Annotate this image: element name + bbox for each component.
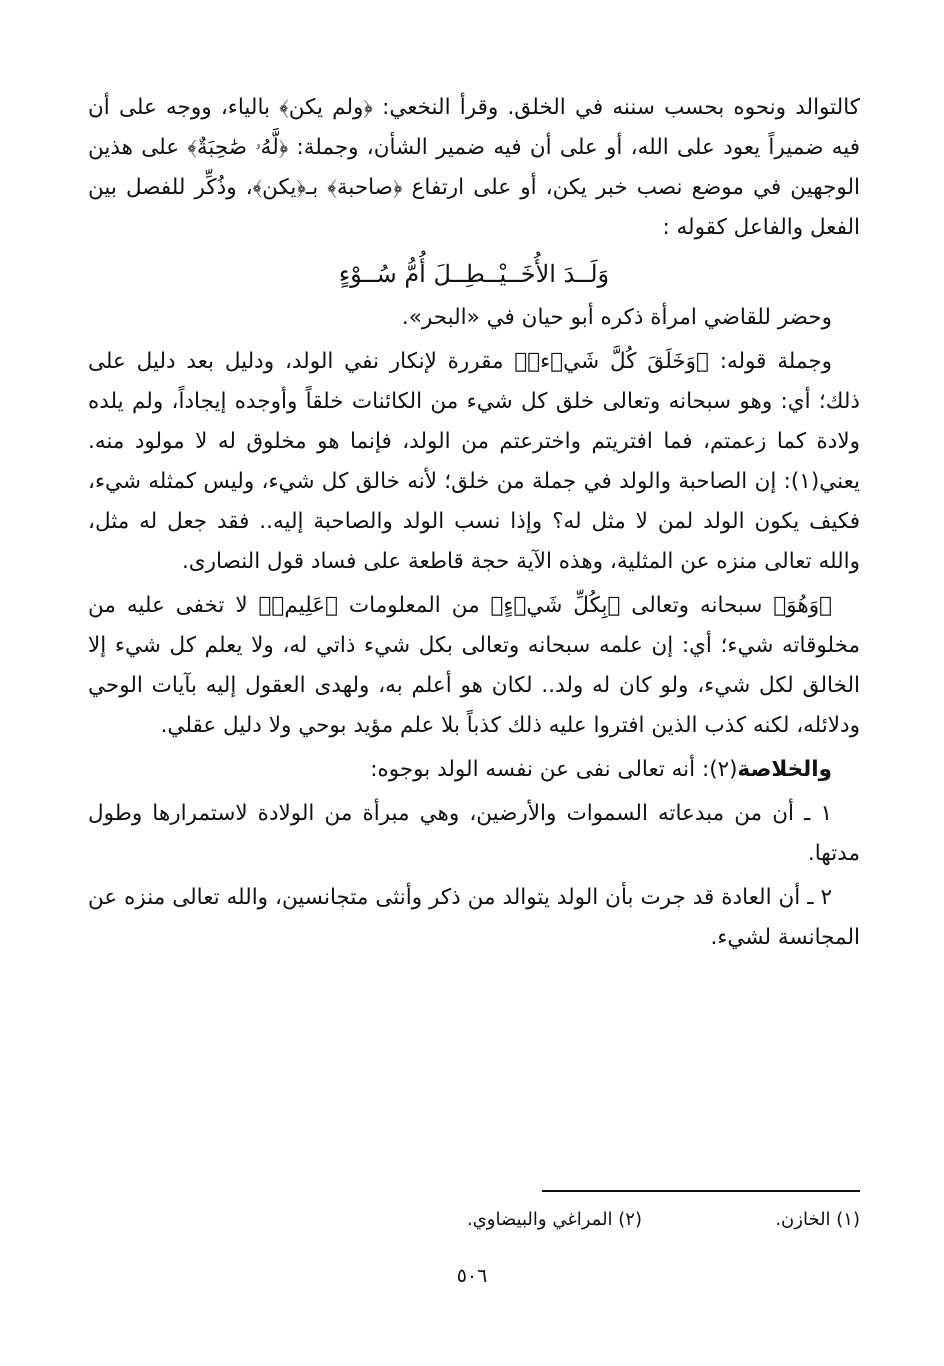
list-item-2: ٢ ـ أن العادة قد جرت بأن الولد يتوالد من ذكر وأنثى متجانسين، والله تعالى منزه عن المجانسة لشيء. (88, 885, 860, 950)
paragraph-3: وجملة قوله: ﴿وَخَلَقَ كُلَّ شَيۡءٖ﴾ مقررة لإنكار نفي الولد، ودليل بعد دليل على ذلك؛ أي: وهو سبحانه وتعالى خلق كل شيء من الكائنات خلقاً وأوجده إيجاداً، ولم يلده ولادة كما زعمتم، فما افتريتم واخترعتم من الولد، فإنما هو مخلوق له لا مولود منه. يعني(١): إن الصاحبة والولد في جملة من خلق؛ لأنه خالق كل شيء، وليس كمثله شيء، فكيف يكون الولد لمن لا مثل له؟ وإذا نسب الولد والصاحبة إليه.. فقد جعل له مثل، والله تعالى منزه عن المثلية، وهذه الآية حجة قاطعة على فساد قول النصارى. (88, 349, 860, 574)
paragraph-summary (88, 750, 860, 790)
paragraph-2: وحضر للقاضي امرأة ذكره أبو حيان في «البحر». (401, 305, 832, 330)
page-body (88, 88, 860, 958)
summary-text: (٢): أنه تعالى نفى عن نفسه الولد بوجوه: (370, 757, 738, 782)
poetry-verse: وَلَــدَ الأُخَــيْــطِــلَ أُمُّ سُــوْءٍ (338, 260, 610, 288)
paragraph-4: ﴿وَهُوَ﴾ سبحانه وتعالى ﴿بِكُلِّ شَيۡءٍ﴾ من المعلومات ﴿عَلِيمٞ﴾ لا تخفى عليه من مخلوقاته شيء؛ أي: إن علمه سبحانه وتعالى بكل شيء ذاتي له، ولا يعلم كل شيء إلا الخالق لكل شيء، ولو كان له ولد.. لكان هو أعلم به، ولهدى العقول إليه بآيات الوحي ودلائله، لكنه كذب الذين افتروا عليه ذلك كذباً بلا علم مؤيد بوحي ولا دليل عقلي. (88, 593, 860, 738)
footnote-divider (542, 1190, 860, 1192)
summary-heading: والخلاصة (737, 757, 832, 782)
page-number: ٥٠٦ (456, 1265, 488, 1287)
list-item-1: ١ ـ أن من مبدعاته السموات والأرضين، وهي مبرأة من الولادة لاستمرارها وطول مدتها. (88, 801, 860, 866)
footnotes (180, 1206, 860, 1234)
paragraph-1: كالتوالد ونحوه بحسب سننه في الخلق. وقرأ النخعي: ﴿ولم يكن﴾ بالياء، ووجه على أن فيه ضميراً يعود على الله، أو على أن فيه ضمير الشأن، وجملة: ﴿لَّهُۥ صَٰحِبَةٌ﴾ على هذين الوجهين في موضع نصب خبر يكن، أو على ارتفاع ﴿صاحبة﴾ بـ﴿يكن﴾، وذُكِّر للفصل بين الفعل والفاعل كقوله : (88, 95, 860, 240)
footnote-1: (١) الخازن. (775, 1209, 860, 1230)
footnote-2: (٢) المراغي والبيضاوي. (466, 1209, 642, 1230)
